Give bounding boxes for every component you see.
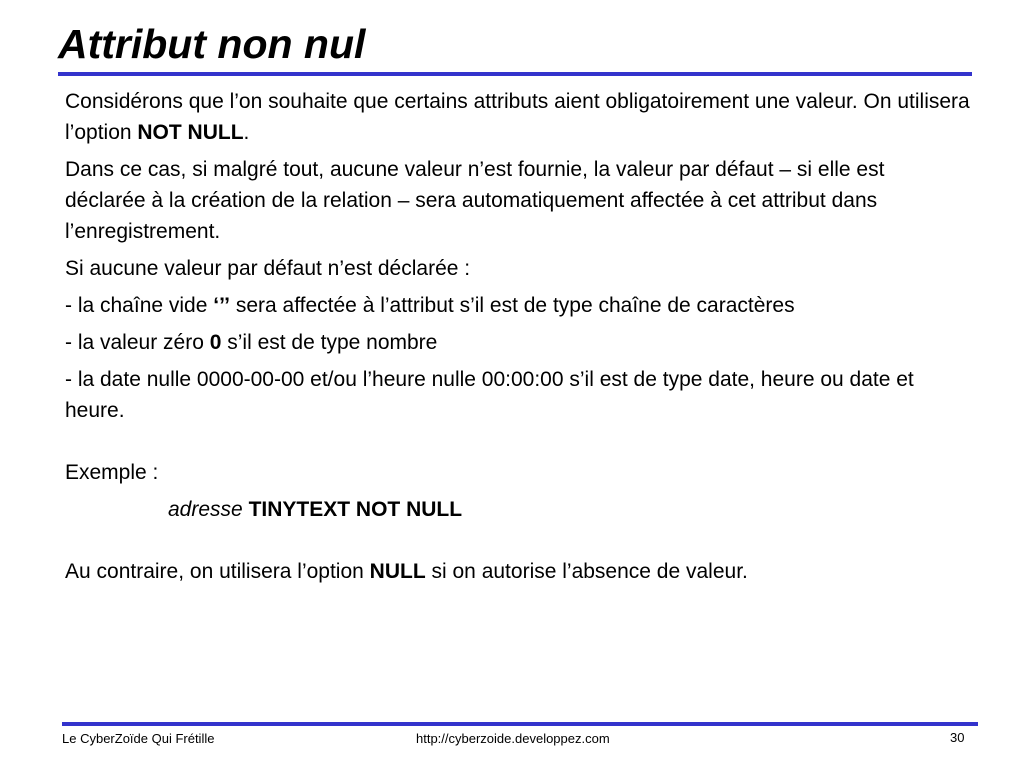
text-segment: - la valeur zéro — [65, 331, 210, 354]
example-type: TINYTEXT NOT NULL — [248, 498, 463, 521]
example-label: Exemple : — [65, 461, 159, 484]
title-underline — [58, 72, 972, 76]
paragraph-default-value: Dans ce cas, si malgré tout, aucune valeur n’est fournie, la valeur par défaut – si elle est déclarée à la création de la relation – sera automatiquement affectée à cet attribut dans l’enregistrement. — [65, 158, 885, 243]
paragraph-null-option — [65, 556, 970, 587]
keyword-null: NULL — [369, 560, 426, 583]
text-segment: Au contraire, on utilisera l’option — [65, 560, 370, 583]
footer-url: http://cyberzoide.developpez.com — [416, 731, 610, 746]
text-segment: - la chaîne vide — [65, 294, 214, 317]
text-segment: s’il est de type nombre — [221, 331, 438, 354]
list-item-zero — [65, 327, 970, 358]
example-attribute-name: adresse — [168, 498, 243, 521]
keyword-zero: 0 — [209, 331, 222, 354]
text-segment: sera affectée à l’attribut s’il est de type chaîne de caractères — [230, 294, 795, 317]
footer-author: Le CyberZoïde Qui Frétille — [62, 731, 215, 746]
slide-title: Attribut non nul — [58, 21, 366, 67]
keyword-not-null: NOT NULL — [137, 121, 244, 144]
text-segment: . — [243, 121, 250, 144]
list-item-empty-string — [65, 290, 970, 321]
text-segment: Considérons que l’on souhaite que certains attributs aient obligatoirement une valeur. On utilisera l’option — [65, 90, 970, 144]
text-segment: si on autorise l’absence de valeur. — [425, 560, 748, 583]
list-item-null-date: - la date nulle 0000-00-00 et/ou l’heure nulle 00:00:00 s’il est de type date, heure ou date et heure. — [65, 368, 914, 422]
page-number: 30 — [950, 730, 965, 745]
paragraph-no-default: Si aucune valeur par défaut n’est déclarée : — [65, 257, 471, 280]
example-code — [65, 494, 970, 525]
footer-rule — [62, 722, 978, 726]
paragraph-not-null-intro — [65, 86, 970, 148]
keyword-empty-string: ‘’’ — [213, 294, 230, 317]
slide-body — [65, 86, 970, 593]
